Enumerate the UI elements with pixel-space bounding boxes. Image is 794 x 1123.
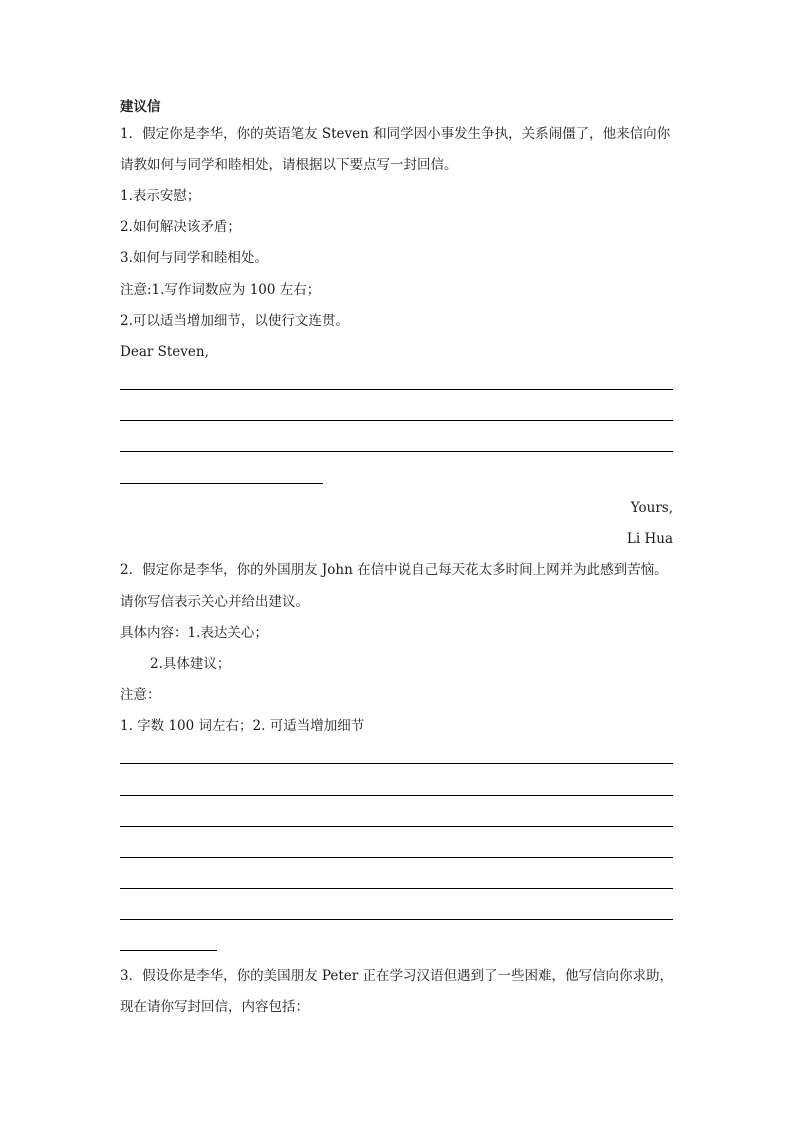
q1-closing: Yours, xyxy=(630,500,673,516)
q1-greeting: Dear Steven, xyxy=(120,344,209,360)
q2-note-label: 注意： xyxy=(120,687,161,703)
q1-signature: Li Hua xyxy=(626,531,673,547)
q1-prompt-line-2: 请教如何与同学和睦相处，请根据以下要点写一封回信。 xyxy=(120,157,458,173)
q2-answer-line xyxy=(120,919,673,920)
q1-point-2: 2.如何解决该矛盾； xyxy=(120,219,241,235)
q2-answer-line-short xyxy=(120,950,217,951)
q3-prompt-line-2: 现在请你写封回信，内容包括： xyxy=(120,999,309,1015)
q2-answer-line xyxy=(120,888,673,889)
q1-answer-line xyxy=(120,420,673,421)
q3-prompt-line-1: 3．假设你是李华，你的美国朋友 Peter 正在学习汉语但遇到了一些困难，他写信向你求助， xyxy=(120,968,674,984)
q2-answer-line xyxy=(120,857,673,858)
q1-answer-line xyxy=(120,451,673,452)
q1-point-3: 3.如何与同学和睦相处。 xyxy=(120,250,268,266)
section-title: 建议信 xyxy=(120,99,161,115)
q1-prompt-line-1: 1．假定你是李华，你的英语笔友 Steven 和同学因小事发生争执，关系闹僵了，他来信向你 xyxy=(120,126,671,142)
q2-answer-line xyxy=(120,826,673,827)
q2-prompt-line-2: 请你写信表示关心并给出建议。 xyxy=(120,594,309,610)
q1-note-1: 注意:1.写作词数应为 100 左右； xyxy=(120,282,321,298)
q2-answer-line xyxy=(120,763,673,764)
q1-point-1: 1.表示安慰； xyxy=(120,188,201,204)
q2-answer-line xyxy=(120,795,673,796)
q2-prompt-line-1: 2．假定你是李华，你的外国朋友 John 在信中说自己每天花太多时间上网并为此感到苦恼。 xyxy=(120,562,668,578)
q1-answer-line-short xyxy=(120,483,323,484)
q2-content-1: 具体内容：1.表达关心； xyxy=(120,625,268,641)
q2-note: 1. 字数 100 词左右；2. 可适当增加细节 xyxy=(120,718,365,734)
q2-content-2: 2.具体建议； xyxy=(150,656,231,672)
q1-note-2: 2.可以适当增加细节，以使行文连贯。 xyxy=(120,313,349,329)
q1-answer-line xyxy=(120,389,673,390)
